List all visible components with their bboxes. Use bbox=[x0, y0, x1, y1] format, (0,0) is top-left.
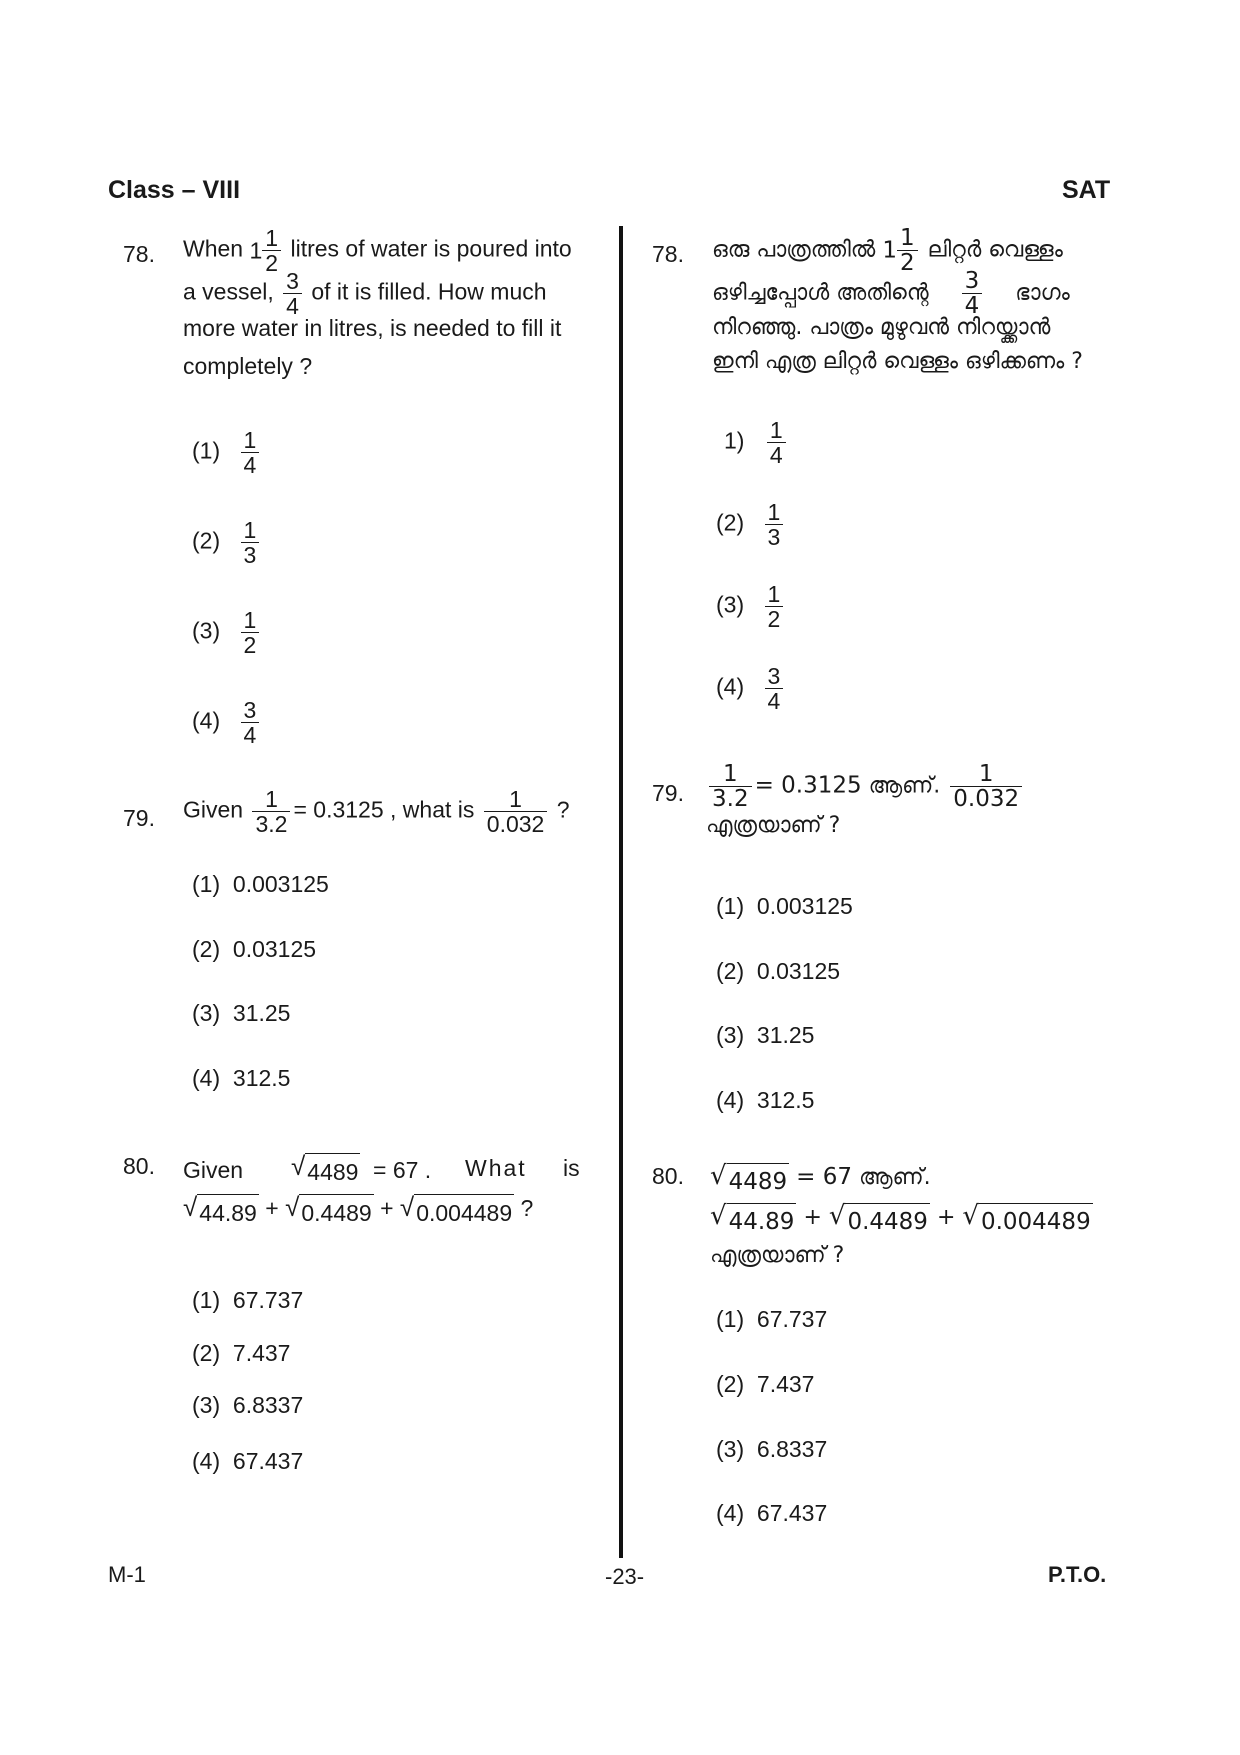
q78-option[interactable]: (2) $\frac{1}{3}$ bbox=[192, 518, 262, 567]
q78-word: of it is filled. How much bbox=[311, 279, 547, 305]
ml-q80-text: √ 4489 = 67 ആണ്. √ 44.89 + √ 0.4489 + √ 0.004489 എത്രയാണ് ? bbox=[710, 1161, 1091, 1268]
q79-text: Given $\frac{1}{3.2}$ = 0.3125 , what is $\frac{1}{0.032}$ ? bbox=[183, 786, 570, 838]
ml-q79-option[interactable]: (1) 0.003125 bbox=[716, 893, 853, 919]
q79-option[interactable]: (1) 0.003125 bbox=[192, 871, 329, 897]
ml-q80-option[interactable]: (2) 7.437 bbox=[716, 1371, 815, 1397]
q78-mixed-fraction: $\frac{1}{2}$ bbox=[262, 226, 281, 275]
ml-q78-number: 78. bbox=[652, 241, 684, 267]
pto-label: P.T.O. bbox=[1048, 1562, 1107, 1587]
q78-option[interactable]: (1) $\frac{1}{4}$ bbox=[192, 428, 262, 477]
q78-mixed-whole: 1 bbox=[249, 237, 263, 264]
q78-text bbox=[183, 226, 593, 383]
ml-q80-number: 80. bbox=[652, 1163, 684, 1189]
ml-q78-option[interactable]: (2) $\frac{1}{3}$ bbox=[716, 500, 786, 549]
q78-line: completely ? bbox=[183, 352, 313, 379]
column-divider bbox=[619, 226, 623, 1558]
ml-q78-text: ഒരു പാത്രത്തിൽ 1 $\frac{1}{2}$ ലിറ്റർ വെള്ളം ഒഴിച്ചപ്പോൾ അതിന്റെ $\frac{3}{4}$ ഭാഗം നിറഞ്ഞു. പാത്രം മുഴുവൻ നിറയ്ക്കാൻ ഇനി എത്ര ലിറ്റർ വെള്ളം ഒഴിക്കണം ? bbox=[712, 225, 1083, 374]
q78-word: When bbox=[183, 235, 244, 262]
q79-option[interactable]: (2) 0.03125 bbox=[192, 936, 317, 962]
q80-option[interactable]: (4) 67.437 bbox=[192, 1448, 304, 1474]
page-number: -23- bbox=[605, 1564, 645, 1589]
q78-option[interactable]: (3) $\frac{1}{2}$ bbox=[192, 608, 262, 657]
ml-q80-option[interactable]: (3) 6.8337 bbox=[716, 1436, 828, 1462]
q80-option[interactable]: (1) 67.737 bbox=[192, 1287, 304, 1313]
paper-code: M-1 bbox=[108, 1562, 146, 1587]
ml-q78-option[interactable]: (3) $\frac{1}{2}$ bbox=[716, 582, 786, 631]
ml-q79-number: 79. bbox=[652, 780, 684, 806]
ml-q79-option[interactable]: (3) 31.25 bbox=[716, 1022, 815, 1048]
exam-label: SAT bbox=[1062, 176, 1111, 204]
q78-word: litres of water is poured into bbox=[290, 235, 572, 262]
q79-option[interactable]: (4) 312.5 bbox=[192, 1065, 291, 1091]
class-label: Class – VIII bbox=[108, 176, 241, 204]
q78-line: more water in litres, is needed to fill it bbox=[183, 314, 562, 341]
ml-q79-option[interactable]: (4) 312.5 bbox=[716, 1087, 815, 1113]
q80-option[interactable]: (2) 7.437 bbox=[192, 1340, 291, 1366]
q78-option[interactable]: (4) $\frac{3}{4}$ bbox=[192, 698, 262, 747]
q78-fraction: $\frac{3}{4}$ bbox=[283, 269, 302, 318]
q79-number: 79. bbox=[123, 805, 155, 831]
q80-option[interactable]: (3) 6.8337 bbox=[192, 1392, 304, 1418]
q79-option[interactable]: (3) 31.25 bbox=[192, 1000, 291, 1026]
q80-text: Given √ 4489 = 67 . What is √ 44.89 + √ 0.4489 + √ 0.004489 ? bbox=[183, 1153, 593, 1230]
ml-q79-option[interactable]: (2) 0.03125 bbox=[716, 958, 841, 984]
q78-number: 78. bbox=[123, 241, 155, 267]
q80-number: 80. bbox=[123, 1153, 155, 1179]
q78-word: a vessel, bbox=[183, 279, 274, 305]
ml-q78-option[interactable]: (4) $\frac{3}{4}$ bbox=[716, 664, 786, 713]
ml-q80-option[interactable]: (1) 67.737 bbox=[716, 1306, 828, 1332]
ml-q78-option[interactable]: 1) $\frac{1}{4}$ bbox=[724, 418, 789, 467]
ml-q80-option[interactable]: (4) 67.437 bbox=[716, 1500, 828, 1526]
ml-q79-text: $\frac{1}{3.2}$ = 0.3125 ആണ്. $\frac{1}{0.032}$ എത്രയാണ് ? bbox=[706, 762, 1136, 843]
